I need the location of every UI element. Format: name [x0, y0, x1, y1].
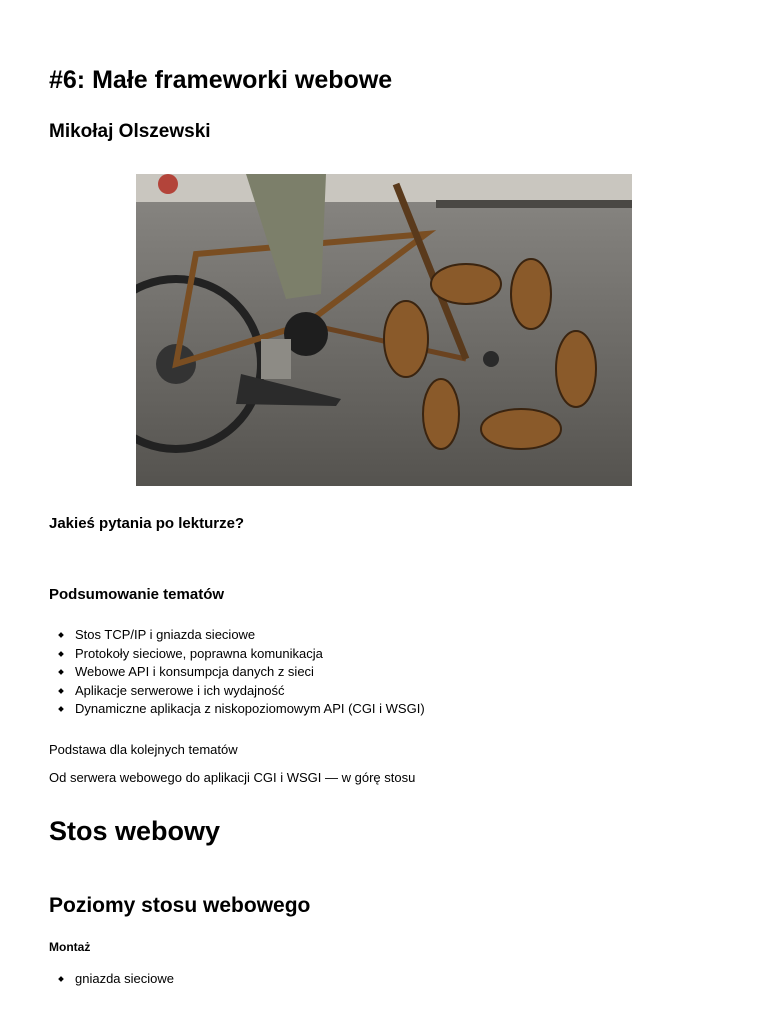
section-subheading: Poziomy stosu webowego: [49, 894, 311, 917]
section-list: [57, 970, 174, 989]
small-heading: Montaż: [49, 940, 91, 954]
list-item: Dynamiczne aplikacja z niskopoziomowym API (CGI i WSGI): [57, 700, 425, 719]
page-title: #6: Małe frameworki webowe: [49, 66, 393, 94]
summary-heading: Podsumowanie tematów: [49, 586, 225, 603]
summary-list: [57, 626, 425, 719]
list-item: gniazda sieciowe: [57, 970, 174, 989]
questions-heading: Jakieś pytania po lekturze?: [49, 515, 245, 532]
list-item: Protokoły sieciowe, poprawna komunikacja: [57, 645, 425, 664]
bicycle-with-boot-wheel-photo: [136, 174, 632, 486]
list-item: Stos TCP/IP i gniazda sieciowe: [57, 626, 425, 645]
section-heading: Stos webowy: [49, 816, 221, 846]
list-item: Webowe API i konsumpcja danych z sieci: [57, 663, 425, 682]
list-item: Aplikacje serwerowe i ich wydajność: [57, 682, 425, 701]
author-name: Mikołaj Olszewski: [49, 121, 211, 142]
bicycle-photo: [136, 174, 632, 486]
summary-note: Od serwera webowego do aplikacji CGI i WSGI — w górę stosu: [49, 770, 416, 785]
summary-note: Podstawa dla kolejnych tematów: [49, 742, 238, 757]
